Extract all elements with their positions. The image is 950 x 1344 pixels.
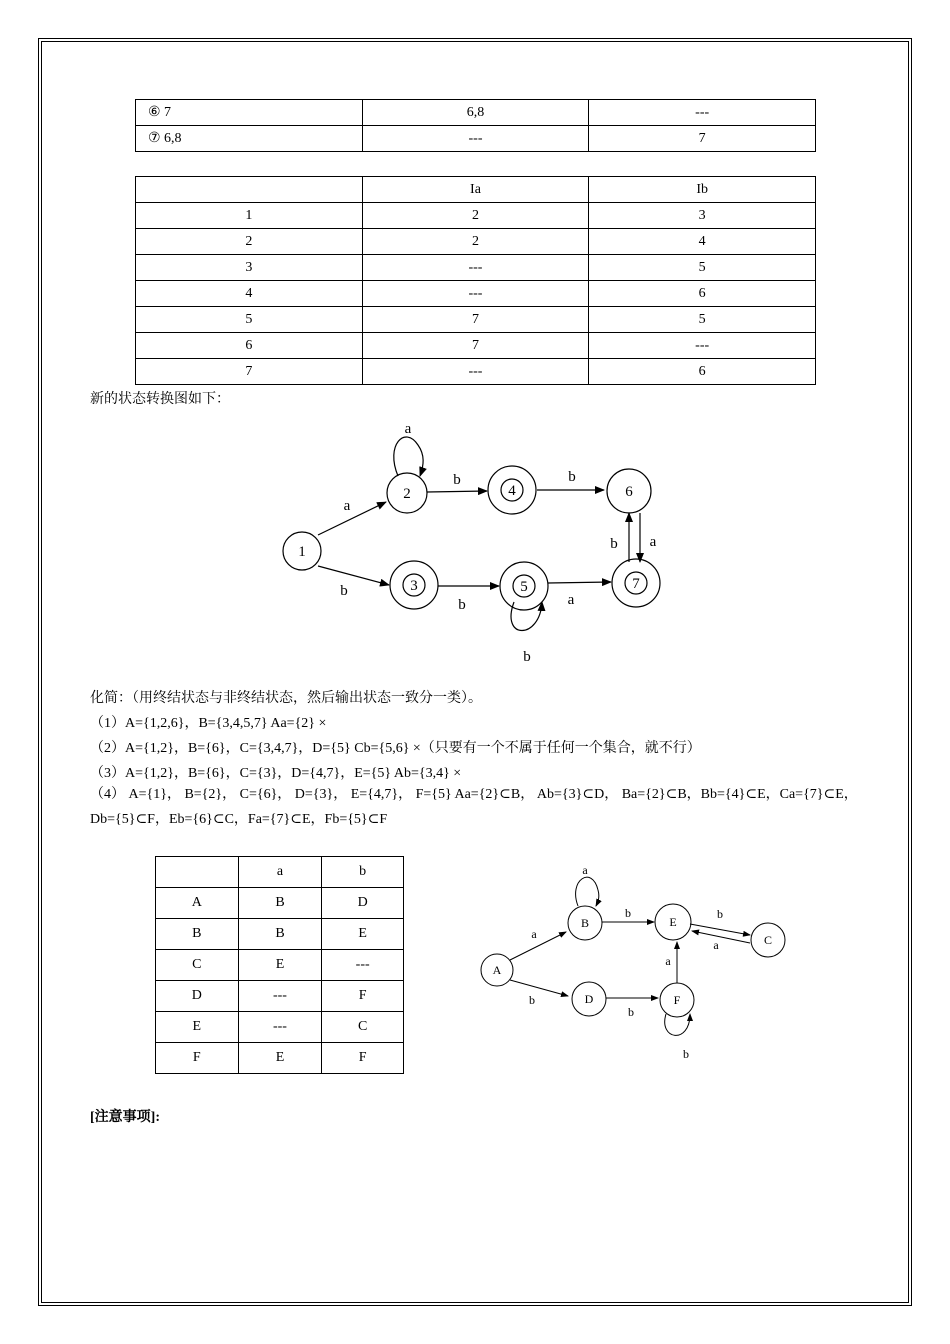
node-label: 1: [298, 544, 306, 560]
edge-label: a: [713, 938, 719, 952]
table-cell: 6: [589, 281, 816, 307]
table-cell: B: [238, 888, 322, 919]
node-label: C: [763, 933, 773, 947]
node-label: E: [669, 915, 677, 929]
table-cell: D: [156, 981, 239, 1012]
table-cell: E: [156, 1012, 239, 1043]
table-cell: 2: [362, 229, 589, 255]
table-cell: 6: [136, 333, 363, 359]
edge-label: b: [529, 993, 535, 1007]
table-cell: D: [322, 888, 404, 919]
edge-label: b: [625, 906, 631, 920]
table-cell: 7: [362, 333, 589, 359]
table-cell: F: [322, 1043, 404, 1074]
table-header: Ia: [362, 177, 589, 203]
edge-label: b: [683, 1047, 689, 1061]
table-cell: F: [322, 981, 404, 1012]
node-label: B: [580, 916, 590, 930]
table-cell: ⑦ 6,8: [136, 126, 363, 152]
table-header: a: [238, 857, 322, 888]
table-cell: 7: [589, 126, 816, 152]
table-cell: E: [238, 950, 322, 981]
table-header: Ib: [589, 177, 816, 203]
edge-label: b: [610, 536, 618, 552]
table-cell: 4: [136, 281, 363, 307]
node-label: 7: [632, 576, 640, 592]
table-cell: 5: [589, 307, 816, 333]
edge-label: b: [458, 597, 466, 613]
table-cell: 4: [589, 229, 816, 255]
table-cell: A: [156, 888, 239, 919]
table-cell: ---: [238, 981, 322, 1012]
table-cell: E: [322, 919, 404, 950]
table-cell: E: [238, 1043, 322, 1074]
edge-label: b: [523, 649, 531, 665]
edge-label: a: [665, 954, 671, 968]
table-cell: 6: [589, 359, 816, 385]
edge-label: b: [717, 907, 723, 921]
edge-label: a: [582, 863, 588, 877]
edge-C-E: [692, 931, 750, 943]
simplify-step-3: （3）A={1,2}，B={6}，C={3}，D={4,7}，E={5} Ab={3,4} ×: [90, 766, 462, 781]
table-cell: ⑥ 7: [136, 100, 363, 126]
edge-label: a: [343, 498, 351, 514]
table-cell: B: [156, 919, 239, 950]
table-cell: B: [238, 919, 322, 950]
table-cell: 1: [136, 203, 363, 229]
table-cell: ---: [362, 281, 589, 307]
table-cell: ---: [322, 950, 404, 981]
node-label: F: [673, 993, 681, 1007]
notes-heading: [注意事项]:: [90, 1110, 160, 1125]
edge-label: b: [628, 1005, 634, 1019]
edge-A-B: [510, 932, 566, 960]
node-label: D: [584, 992, 594, 1006]
simplify-intro: 化简：（用终结状态与非终结状态，然后输出状态一致分一类）。: [90, 691, 482, 706]
table-cell: C: [156, 950, 239, 981]
node-label: A: [492, 963, 502, 977]
table-cell: F: [156, 1043, 239, 1074]
simplify-step-1: （1）A={1,2,6}，B={3,4,5,7} Aa={2} ×: [90, 716, 327, 731]
loop-B: [576, 877, 599, 906]
simplify-step-2: （2）A={1,2}，B={6}，C={3,4,7}，D={5} Cb={5,6} ×（只要有一个不属于任何一个集合，就不行）: [90, 741, 701, 756]
table-cell: 3: [136, 255, 363, 281]
table-cell: 6,8: [362, 100, 589, 126]
edge-A-D: [510, 980, 568, 996]
edge-label: b: [568, 469, 576, 485]
table-cell: ---: [362, 359, 589, 385]
node-label: 6: [625, 484, 633, 500]
table-cell: 5: [589, 255, 816, 281]
table-cell: ---: [362, 126, 589, 152]
node-label: 5: [520, 579, 528, 595]
simplify-step-4: （4） A={1}， B={2}， C={6}， D={3}， E={4,7}， F={5} Aa={2}⊂B， Ab={3}⊂D， Ba={2}⊂B，Bb={4}⊂E，Ca={7}⊂E，Db={5}⊂F，Eb={6}⊂C，Fa={7}⊂E，Fb={5}⊂F: [90, 787, 858, 827]
table-cell: 2: [136, 229, 363, 255]
table-cell: 3: [589, 203, 816, 229]
table-cell: 7: [136, 359, 363, 385]
table-cell: ---: [589, 100, 816, 126]
edge-label: a: [649, 534, 657, 550]
table-header: b: [322, 857, 404, 888]
edge-label: b: [340, 583, 348, 599]
edge-label: b: [453, 472, 461, 488]
table-cell: 2: [362, 203, 589, 229]
edge-label: a: [404, 421, 412, 437]
table-cell: ---: [238, 1012, 322, 1043]
diagram-caption: 新的状态转换图如下：: [90, 392, 230, 407]
edge-label: a: [567, 592, 575, 608]
table-cell: C: [322, 1012, 404, 1043]
edge-label: a: [531, 927, 537, 941]
node-label: 2: [403, 486, 411, 502]
node-label: 3: [410, 578, 418, 594]
table-cell: 7: [362, 307, 589, 333]
node-label: 4: [508, 483, 516, 499]
table-cell: ---: [589, 333, 816, 359]
edge-E-C: [690, 924, 750, 935]
table-cell: ---: [362, 255, 589, 281]
table-cell: 5: [136, 307, 363, 333]
